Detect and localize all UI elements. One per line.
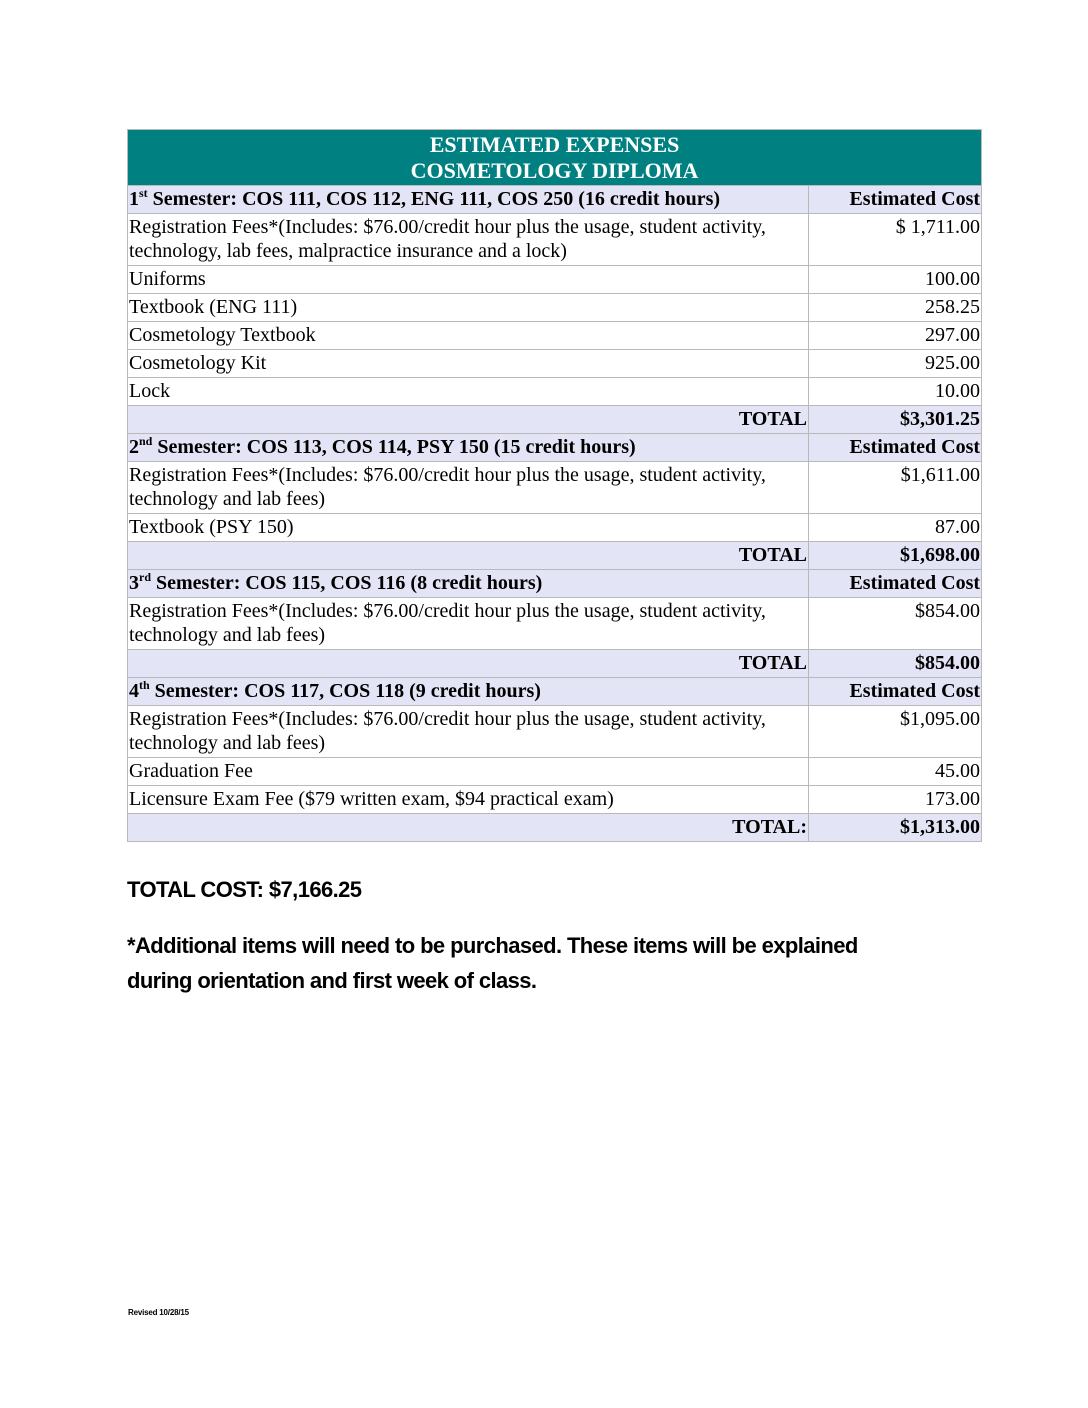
- item-amount: 87.00: [809, 514, 982, 542]
- table-row: [128, 322, 982, 350]
- table-row: [128, 786, 982, 814]
- item-amount: 925.00: [809, 350, 982, 378]
- estimated-cost-header: Estimated Cost: [809, 570, 982, 598]
- semester-title: Semester: COS 115, COS 116 (8 credit hours): [151, 572, 543, 594]
- total-label: TOTAL: [128, 650, 809, 678]
- item-label: Textbook (PSY 150): [128, 514, 809, 542]
- title-line-1: ESTIMATED EXPENSES: [429, 132, 680, 157]
- table-row: [128, 266, 982, 294]
- semester-3-heading: [128, 570, 809, 598]
- item-amount: 100.00: [809, 266, 982, 294]
- item-amount: 297.00: [809, 322, 982, 350]
- item-label: Registration Fees*(Includes: $76.00/credit hour plus the usage, student activity, technology and lab fees): [128, 462, 809, 514]
- estimated-cost-header: Estimated Cost: [809, 678, 982, 706]
- title-line-2: COSMETOLOGY DIPLOMA: [410, 158, 699, 183]
- item-amount: $1,095.00: [809, 706, 982, 758]
- semester-number: 3: [129, 572, 139, 594]
- table-row: [128, 294, 982, 322]
- item-label: Registration Fees*(Includes: $76.00/credit hour plus the usage, student activity, technology, lab fees, malpractice insurance and a lock): [128, 214, 809, 266]
- item-amount: $854.00: [809, 598, 982, 650]
- total-cost: TOTAL COST: $7,166.25: [127, 877, 362, 902]
- item-label: Registration Fees*(Includes: $76.00/credit hour plus the usage, student activity, technology and lab fees): [128, 706, 809, 758]
- semester-2-heading: [128, 434, 809, 462]
- ordinal-suffix: rd: [139, 570, 151, 584]
- item-amount: $ 1,711.00: [809, 214, 982, 266]
- table-row: [128, 706, 982, 758]
- total-amount: $1,313.00: [809, 814, 982, 842]
- total-amount: $854.00: [809, 650, 982, 678]
- ordinal-suffix: nd: [139, 434, 153, 448]
- item-label: Textbook (ENG 111): [128, 294, 809, 322]
- semester-2-total-row: [128, 542, 982, 570]
- table-row: [128, 598, 982, 650]
- semester-1-heading: [128, 186, 809, 214]
- title-row: [128, 130, 982, 186]
- item-label: Uniforms: [128, 266, 809, 294]
- total-amount: $3,301.25: [809, 406, 982, 434]
- semester-4-heading: [128, 678, 809, 706]
- table-row: [128, 378, 982, 406]
- item-amount: $1,611.00: [809, 462, 982, 514]
- semester-4-total-row: [128, 814, 982, 842]
- semester-number: 2: [129, 436, 139, 458]
- ordinal-suffix: th: [139, 678, 150, 692]
- table-row: [128, 462, 982, 514]
- semester-title: Semester: COS 113, COS 114, PSY 150 (15 credit hours): [152, 436, 636, 458]
- total-label: TOTAL: [128, 542, 809, 570]
- table-row: [128, 350, 982, 378]
- semester-3-total-row: [128, 650, 982, 678]
- item-amount: 45.00: [809, 758, 982, 786]
- semester-title: Semester: COS 111, COS 112, ENG 111, COS 250 (16 credit hours): [147, 188, 721, 210]
- semester-number: 4: [129, 680, 139, 702]
- item-label: Licensure Exam Fee ($79 written exam, $94 practical exam): [128, 786, 809, 814]
- total-amount: $1,698.00: [809, 542, 982, 570]
- item-label: Lock: [128, 378, 809, 406]
- semester-3-header-row: [128, 570, 982, 598]
- table-row: [128, 214, 982, 266]
- estimated-cost-header: Estimated Cost: [809, 186, 982, 214]
- revised-date: Revised 10/28/15: [128, 1308, 189, 1317]
- total-label: TOTAL:: [128, 814, 809, 842]
- table-title: [128, 130, 982, 186]
- semester-1-header-row: [128, 186, 982, 214]
- semester-4-header-row: [128, 678, 982, 706]
- item-label: Registration Fees*(Includes: $76.00/credit hour plus the usage, student activity, technology and lab fees): [128, 598, 809, 650]
- semester-1-total-row: [128, 406, 982, 434]
- additional-items-note: [127, 928, 987, 998]
- item-label: Cosmetology Textbook: [128, 322, 809, 350]
- semester-title: Semester: COS 117, COS 118 (9 credit hours): [149, 680, 541, 702]
- expenses-table: [127, 129, 982, 842]
- semester-number: 1: [129, 188, 139, 210]
- item-label: Graduation Fee: [128, 758, 809, 786]
- item-amount: 10.00: [809, 378, 982, 406]
- estimated-cost-header: Estimated Cost: [809, 434, 982, 462]
- item-label: Cosmetology Kit: [128, 350, 809, 378]
- note-line-1: *Additional items will need to be purchased. These items will be explained: [127, 933, 858, 958]
- item-amount: 173.00: [809, 786, 982, 814]
- ordinal-suffix: st: [139, 186, 148, 200]
- expenses-table-container: [127, 129, 981, 842]
- table-row: [128, 514, 982, 542]
- semester-2-header-row: [128, 434, 982, 462]
- total-label: TOTAL: [128, 406, 809, 434]
- table-row: [128, 758, 982, 786]
- item-amount: 258.25: [809, 294, 982, 322]
- note-line-2: during orientation and first week of class.: [127, 968, 537, 993]
